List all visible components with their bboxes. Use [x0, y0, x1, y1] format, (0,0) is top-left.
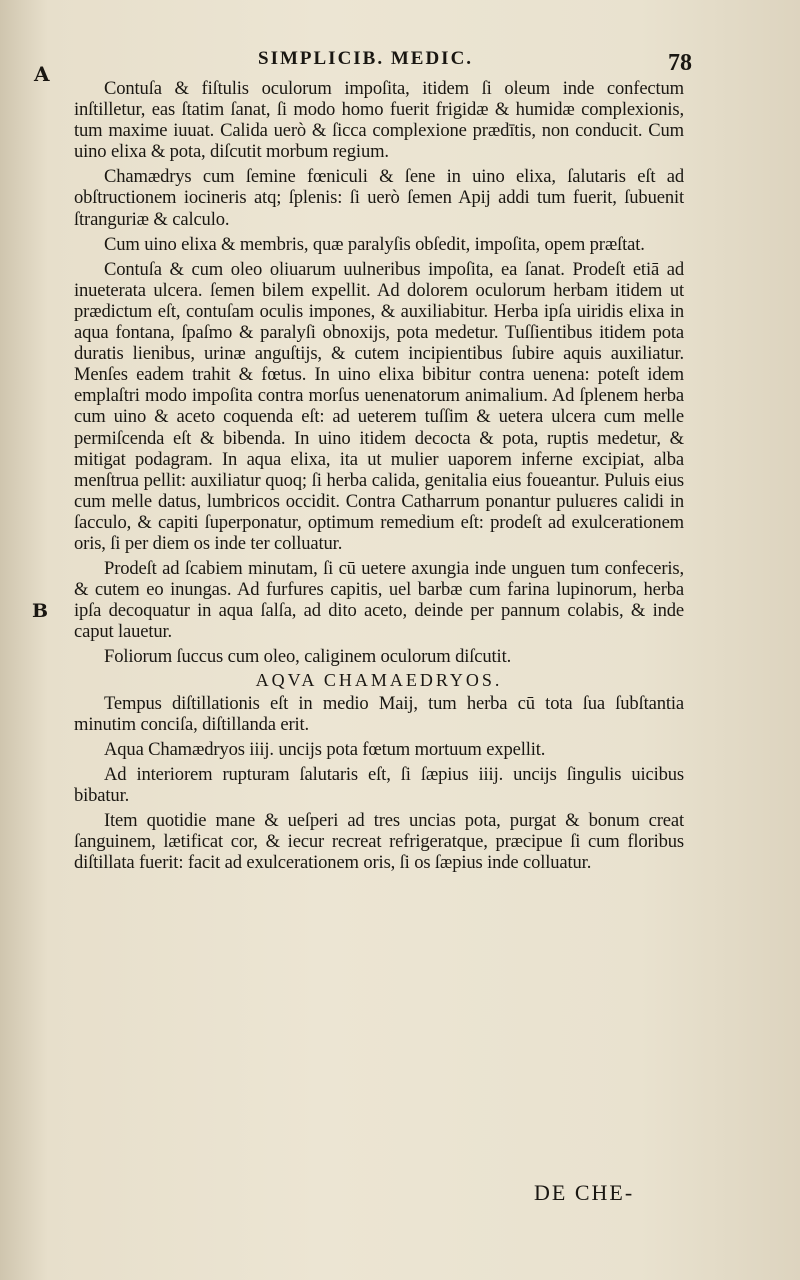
paragraph: Cum uino elixa & membris, quæ paralyſis obſedit, impoſita, opem præſtat.: [104, 233, 645, 255]
paragraph: Foliorum ſuccus cum oleo, caliginem oculorum diſcutit.: [104, 646, 512, 668]
body-text: [74, 78, 684, 873]
margin-letter-b: B: [32, 600, 49, 622]
paragraph: Ad interiorem rupturam ſalutaris eſt, ſi ſæpius iiij. uncijs ſingulis uicibus bibatur.: [74, 763, 684, 806]
margin-letter-a: A: [34, 62, 50, 86]
catchword: DE CHE-: [534, 1180, 635, 1205]
paragraph: Prodeſt ad ſcabiem minutam, ſi cū uetere axungia inde unguen tum confeceris, & cutem eo inungas. Ad furfures capitis, uel barbæ cum farina lupinorum, herba ipſa decoquatur in aqua ſalſa, ad dito aceto, deinde per pannum colabis, & inde caput lauetur.: [74, 558, 684, 643]
page-number: 78: [668, 50, 692, 76]
paragraph: Chamædrys cum ſemine fœniculi & ſene in uino elixa, ſalutaris eſt ad obſtructionem iocineris atq; ſplenis: ſi uerò ſemen Apij addi tum fuerit, ſubuenit ſtranguriæ & calculo.: [74, 166, 684, 230]
paragraph: Contuſa & cum oleo oliuarum uulneribus impoſita, ea ſanat. Prodeſt etiā ad inueterata ulcera. ſemen bilem expellit. Ad dolorem oculorum herbam itidem ut prædictum eſt, contuſam oculis impones, & auxiliabitur. Herba ipſa uiridis elixa in aqua fontana, ſpaſmo & paralyſi obnoxijs, pota medetur. Tuſſientibus itidem pota duratis lienibus, urinæ anguſtijs, & cutem incipientibus ſubire aquis auxiliatur. Menſes eadem trahit & fœtus. In uino elixa bibitur contra uenena: poteſt idem emplaſtri modo impoſita contra morſus uenenatorum animalium. Ad ſplenem herba cum uino & aceto coquenda eſt: ad ueterem tuſſim & uetera ulcera cum melle permiſcenda eſt & bibenda. In uino itidem decocta & pota, ruptis medetur, & mitigat podagram. In aqua elixa, ita ut mulier uaporem inferne excipiat, alba menſtrua pellit: auxiliatur quoq; ſi herba calida, genitalia eius foueantur. Puluis eius cum melle datus, lumbricos occidit. Contra Catharrum ponantur puluεres calidi in ſacculo, & capiti ſuperponatur, optimum remedium eſt: prodeſt ad exulcerationem oris, ſi per diem os inde ter colluatur.: [74, 258, 684, 554]
running-head: SIMPLICIB. MEDIC.: [258, 48, 474, 69]
paragraph: Item quotidie mane & ueſperi ad tres uncias pota, purgat & bonum creat ſanguinem, lætificat cor, & iecur recreat refrigeratque, præcipue ſi cum floribus diſtillata fuerit: facit ad exulcerationem oris, ſi os ſæpius inde colluatur.: [74, 810, 684, 874]
section-heading: AQVA CHAMAEDRYOS.: [255, 669, 503, 690]
paragraph: Contuſa & fiſtulis oculorum impoſita, itidem ſi oleum inde confectum inſtilletur, eas ſtatim ſanat, ſi modo homo fuerit frigidæ & humidæ complexionis, tum maxime iuuat. Calida uerò & ſicca complexione prædītis, non conducit. Cum uino elixa & pota, diſcutit morbum regium.: [74, 78, 684, 163]
paragraph: Tempus diſtillationis eſt in medio Maij, tum herba cū tota ſua ſubſtantia minutim conciſa, diſtillanda erit.: [74, 692, 684, 735]
page-header: [0, 44, 800, 86]
paragraph: Aqua Chamædryos iiij. uncijs pota fœtum mortuum expellit.: [104, 738, 546, 760]
